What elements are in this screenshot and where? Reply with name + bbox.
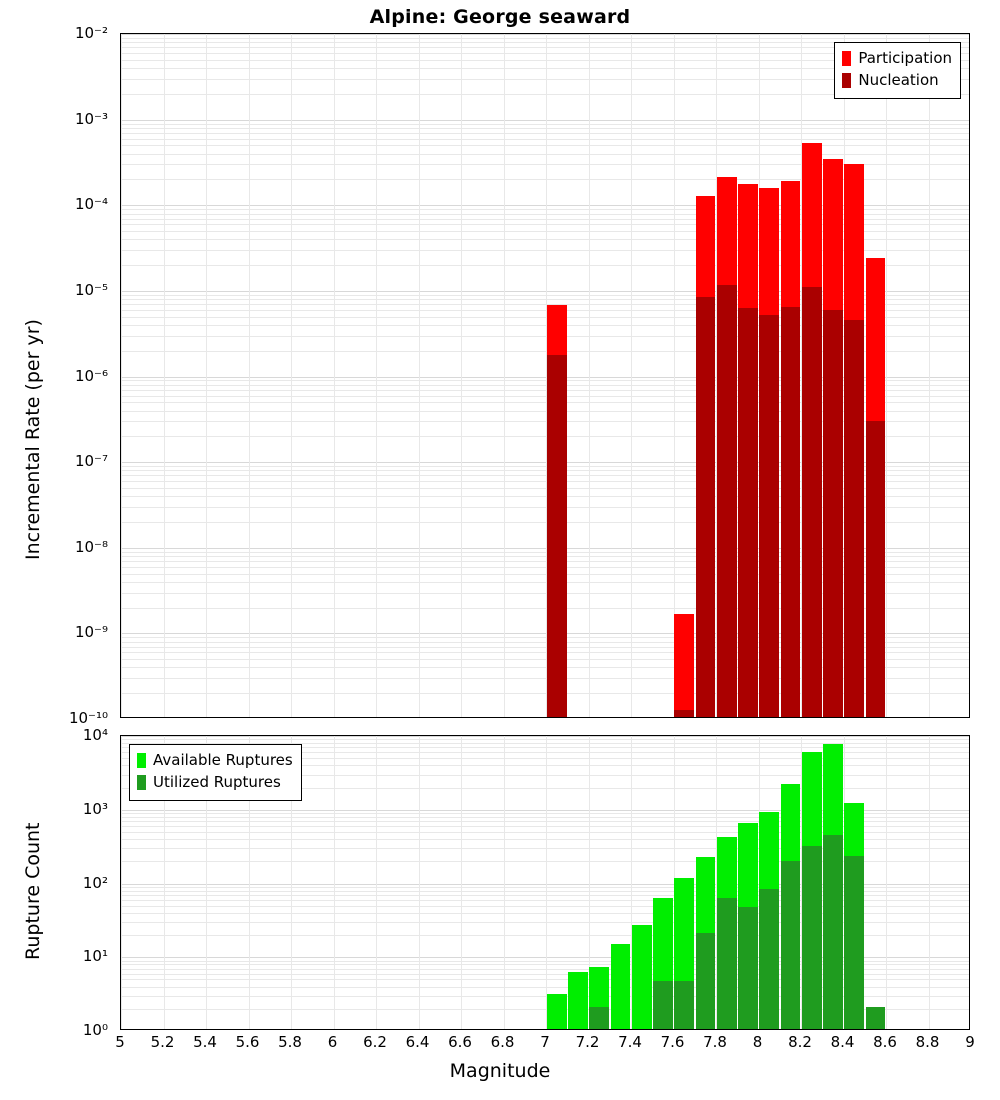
legend-item <box>842 48 952 70</box>
x-tick-label: 9 <box>965 1033 975 1051</box>
gridline-vertical <box>419 736 420 1029</box>
y-tick-label: 10¹ <box>82 947 108 966</box>
x-tick-label: 5.4 <box>193 1033 217 1051</box>
y-tick-label: 10⁻⁸ <box>74 537 108 556</box>
x-tick-label: 8 <box>752 1033 763 1051</box>
bar-utilized-ruptures <box>802 846 822 1029</box>
legend-item <box>842 70 952 92</box>
bar-utilized-ruptures <box>674 981 694 1029</box>
legend-item <box>137 772 293 794</box>
legend-item <box>137 750 293 772</box>
x-tick-label: 8.6 <box>873 1033 897 1051</box>
y-tick-label: 10⁰ <box>82 1021 108 1039</box>
bar-nucleation <box>674 710 694 717</box>
gridline-vertical <box>461 34 462 717</box>
y-tick-label: 10⁻³ <box>74 109 108 128</box>
gridline-vertical <box>886 34 887 717</box>
bar-utilized-ruptures <box>589 1007 609 1029</box>
bar-utilized-ruptures <box>717 898 737 1029</box>
x-tick-label: 6.2 <box>363 1033 387 1051</box>
y-tick-label: 10⁴ <box>82 726 108 744</box>
x-tick-label: 5 <box>115 1033 125 1051</box>
bar-utilized-ruptures <box>759 889 779 1029</box>
legend-label: Utilized Ruptures <box>153 772 281 791</box>
x-tick-label: 7.2 <box>575 1033 600 1051</box>
gridline-vertical <box>504 34 505 717</box>
bar-nucleation <box>802 287 822 717</box>
bar-nucleation <box>759 315 779 717</box>
gridline-vertical <box>461 736 462 1029</box>
bar-available-ruptures <box>611 944 631 1029</box>
bar-nucleation <box>823 310 843 717</box>
bottom-legend <box>129 744 302 801</box>
gridline-vertical <box>929 736 930 1029</box>
y-tick-label: 10⁻⁹ <box>74 623 108 642</box>
bar-nucleation <box>781 307 801 717</box>
y-tick-label: 10⁻⁵ <box>74 280 108 299</box>
bar-nucleation <box>717 285 737 717</box>
x-tick-label: 5.2 <box>150 1033 175 1051</box>
gridline-vertical <box>631 34 632 717</box>
bar-nucleation <box>844 320 864 717</box>
gridline-vertical <box>376 736 377 1029</box>
gridline-vertical <box>376 34 377 717</box>
legend-swatch-icon <box>842 73 851 88</box>
x-tick-label: 5.6 <box>235 1033 260 1051</box>
y-tick-label: 10⁻⁶ <box>74 366 108 385</box>
bar-utilized-ruptures <box>738 907 758 1029</box>
legend-swatch-icon <box>137 775 146 790</box>
y-tick-label: 10⁻² <box>74 24 108 42</box>
x-tick-label: 6.6 <box>448 1033 472 1051</box>
legend-swatch-icon <box>137 753 146 768</box>
legend-swatch-icon <box>842 51 851 66</box>
gridline-vertical <box>589 34 590 717</box>
bar-utilized-ruptures <box>844 856 864 1029</box>
x-tick-label: 7.8 <box>703 1033 727 1051</box>
bar-nucleation <box>866 421 886 717</box>
x-tick-label: 8.4 <box>830 1033 855 1051</box>
gridline-vertical <box>291 34 292 717</box>
gridline-vertical <box>249 34 250 717</box>
x-tick-label: 8.2 <box>788 1033 812 1051</box>
gridline-vertical <box>546 736 547 1029</box>
bar-participation <box>674 614 694 717</box>
y-tick-label: 10⁻⁴ <box>74 195 108 214</box>
bar-utilized-ruptures <box>823 835 843 1029</box>
x-tick-label: 6.8 <box>490 1033 515 1051</box>
bar-nucleation <box>738 308 758 717</box>
legend-label: Nucleation <box>858 70 939 89</box>
x-tick-label: 6 <box>327 1033 338 1051</box>
bottom-y-axis-label: Rupture Count <box>22 822 44 960</box>
top-plot-area <box>121 34 969 717</box>
incremental-rate-plot <box>120 33 970 718</box>
legend-label: Available Ruptures <box>153 751 293 769</box>
legend-label: Participation <box>858 49 952 67</box>
x-tick-label: 7 <box>540 1033 550 1051</box>
rupture-count-plot <box>120 735 970 1030</box>
gridline-vertical <box>886 736 887 1029</box>
page-title: Alpine: George seaward <box>369 6 631 28</box>
gridline-vertical <box>206 34 207 717</box>
y-tick-label: 10³ <box>82 799 108 818</box>
x-tick-label: 6.4 <box>405 1033 430 1051</box>
gridline-vertical <box>929 34 930 717</box>
bar-available-ruptures <box>632 925 652 1029</box>
gridline-vertical <box>419 34 420 717</box>
y-tick-label: 10⁻¹⁰ <box>68 709 108 727</box>
gridline-vertical <box>334 34 335 717</box>
top-legend <box>834 42 961 99</box>
bar-utilized-ruptures <box>696 933 716 1029</box>
bar-nucleation <box>696 297 716 717</box>
gridline-vertical <box>121 34 122 717</box>
gridline-vertical <box>121 736 122 1029</box>
bar-nucleation <box>547 355 567 717</box>
gridline-vertical <box>504 736 505 1029</box>
bar-utilized-ruptures <box>653 981 673 1029</box>
bar-utilized-ruptures <box>781 861 801 1029</box>
y-tick-label: 10² <box>82 873 108 892</box>
y-tick-label: 10⁻⁷ <box>74 452 108 471</box>
x-axis-label: Magnitude <box>449 1060 551 1082</box>
gridline-vertical <box>164 34 165 717</box>
x-tick-label: 7.4 <box>618 1033 642 1051</box>
bar-available-ruptures <box>547 994 567 1029</box>
x-tick-label: 5.8 <box>278 1033 302 1051</box>
bar-utilized-ruptures <box>866 1007 886 1029</box>
x-tick-label: 7.6 <box>660 1033 685 1051</box>
top-y-axis-label: Incremental Rate (per yr) <box>22 319 44 560</box>
x-tick-label: 8.8 <box>915 1033 940 1051</box>
bar-available-ruptures <box>568 972 588 1029</box>
gridline-vertical <box>334 736 335 1029</box>
